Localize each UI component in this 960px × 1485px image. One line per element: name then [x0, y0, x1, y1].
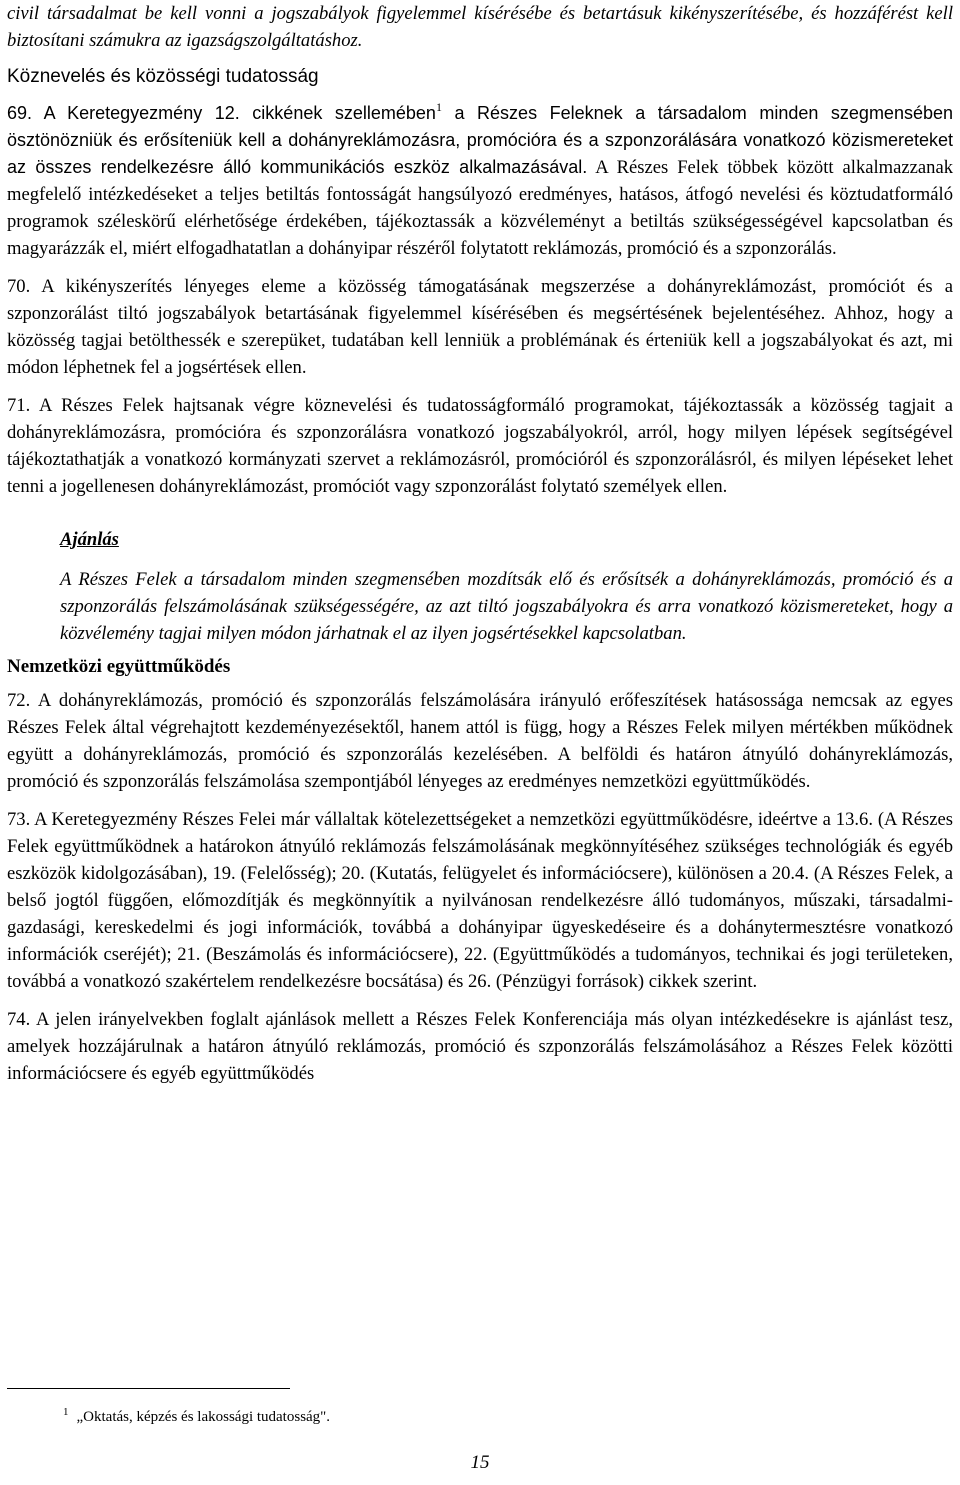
section-heading-international-cooperation: Nemzetközi együttműködés	[7, 656, 231, 677]
paragraph-73: 73. A Keretegyezmény Részes Felei már vállaltak kötelezettségeket a nemzetközi együttműködésre, ideértve a 13.6. (A Részes Felek együttműködnek a határokon átnyúló reklámozás felszámolásának megkönnyítéséhez szükséges technológiák és egyéb eszközök kidolgozásában), 19. (Felelősség); 20. (Kutatás, felügyelet és információcsere), különösen a 20.4. (A Részes Felek, a belső jogtól függően, előmozdítják és megkönnyítik a nyilvánosan rendelkezésre álló tudományos, műszaki, társadalmi-gazdasági, kereskedelmi és jogi információk, továbbá a dohányipar ügyeskedéseire és a dohánytermesztésre vonatkozó információk cseréjét); 21. (Beszámolás és információcsere), 22. (Együttműködés a tudományos, technikai és jogi területeken, továbbá a vonatkozó szakértelem rendelkezésre bocsátása) és 26. (Pénzügyi források) cikkek szerint.	[7, 809, 953, 992]
footnote-separator	[7, 1388, 290, 1389]
recommendation-text: A Részes Felek a társadalom minden szegmensében mozdítsák elő és erősítsék a dohányreklámozás, promóció és a szponzorálás felszámolásának szükségességére, az azt tiltó jogszabályokra és arra vonatkozó közismereteket, hogy a közvélemény tagjai milyen módon járhatnak el az ilyen jogsértésekkel kapcsolatban.	[60, 569, 953, 644]
page-number: 15	[470, 1452, 490, 1473]
footnote-text: „Oktatás, képzés és lakossági tudatosság".	[76, 1409, 331, 1425]
paragraph-72: 72. A dohányreklámozás, promóció és szponzorálás felszámolására irányuló erőfeszítések hatásossága nemcsak az egyes Részes Felek által végrehajtott kezdeményezésektől, hanem attól is függ, hogy a Részes Felek milyen mértékben működnek együtt a dohányreklámozás, promóció és szponzorálás kezelésében. A belföldi és határon átnyúló dohányreklámozás, promóció és szponzorálás felszámolása szempontjából lényeges az eredményes nemzetközi együttműködés.	[7, 690, 953, 792]
paragraph-69	[7, 100, 953, 262]
document-page	[7, 0, 953, 1087]
intro-paragraph: civil társadalmat be kell vonni a jogszabályok figyelemmel kísérésébe és betartásuk kikényszerítésébe, és hozzáférést kell biztosítani számukra az igazságszolgáltatáshoz.	[7, 3, 953, 51]
paragraph-69-sans-text: a Részes Feleknek a társadalom minden szegmensében ösztönözniük és erősíteniük kell a dohányreklámozásra, promócióra és a szponzorálására vonatkozó közismereteket az összes rendelkezésre álló kommunikációs eszköz alkalmazásával.	[7, 103, 953, 177]
footnote-marker: 1	[63, 1406, 69, 1418]
paragraph-71: 71. A Részes Felek hajtsanak végre köznevelési és tudatosságformáló programokat, tájékoztassák a közösség tagjait a dohányreklámozásra, promócióra és szponzorálásra vonatkozó jogszabályokról, arról, hogy milyen lépések segítségével tájékoztathatják a vonatkozó kormányzati szervet a reklámozásról, promócióról és szponzorálásról, és milyen lépéseket lehet tenni a jogellenesen dohányreklámozást, promóciót vagy szponzorálást folytató személyek ellen.	[7, 395, 953, 497]
paragraph-74: 74. A jelen irányelvekben foglalt ajánlások mellett a Részes Felek Konferenciája más olyan intézkedésekre is ajánlást tesz, amelyek hozzájárulnak a határon átnyúló reklámozás, promóció és szponzorálás felszámolásához a Részes Felek közötti információcsere és egyéb együttműködés	[7, 1009, 953, 1084]
footnote	[63, 1403, 330, 1426]
paragraph-70: 70. A kikényszerítés lényeges eleme a közösség támogatásának megszerzése a dohányreklámozást, promóciót és a szponzorálást tiltó jogszabályok betartásának figyelemmel kísérésében és megsértésének bejelentéséhez. Ahhoz, hogy a közösség tagjai betölthessék e szerepüket, tudatában kell lenniük a problémának és érteniük kell a jogszabályokat és azt, mi módon léphetnek fel a jogsértések ellen.	[7, 276, 953, 378]
paragraph-69-lead: 69. A Keretegyezmény 12. cikkének szellemében	[7, 103, 436, 123]
footnote-reference[interactable]: 1	[435, 100, 442, 114]
section-heading-public-awareness: Köznevelés és közösségi tudatosság	[7, 66, 319, 87]
paragraph-69-text: A Részes Felek többek között alkalmazzanak megfelelő intézkedéseket a teljes betiltás fontosságát hangsúlyozó eredményes, hatásos, átfogó nevelési és köztudatformáló programok széleskörű elérhetősége érdekében, tájékoztassák a közvéleményt a betiltás szükségességével kapcsolatban és magyarázzák el, miért elfogadhatatlan a dohányipar részéről folytatott reklámozás, promóció és a szponzorálás.	[7, 157, 953, 259]
recommendation-block	[60, 526, 953, 647]
recommendation-heading: Ajánlás	[60, 529, 119, 550]
